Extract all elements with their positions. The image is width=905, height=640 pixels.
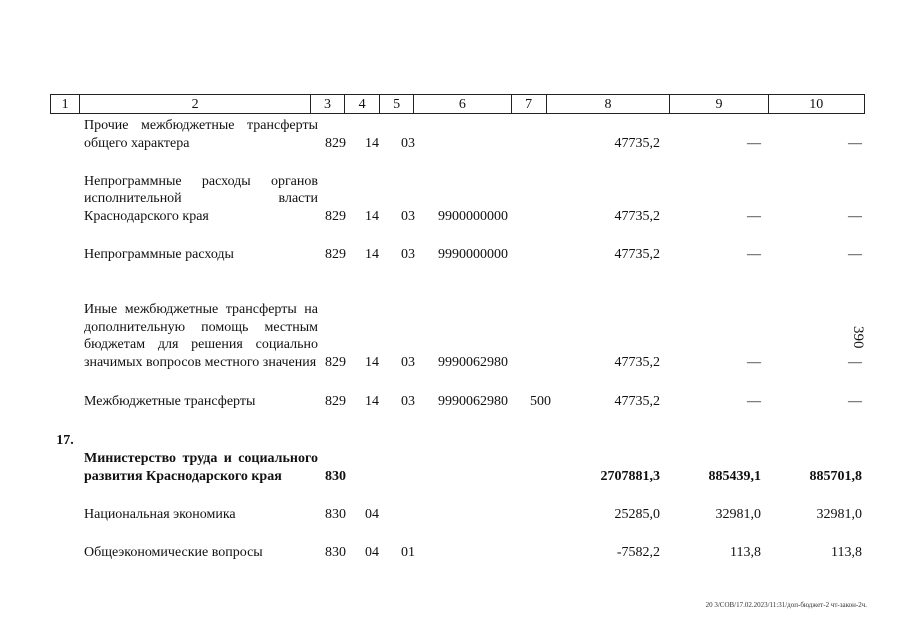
header-col-8: 8 <box>547 95 671 113</box>
row-number: 17. <box>56 433 74 448</box>
row-col-4: 14 <box>365 354 379 370</box>
table-row <box>50 116 865 152</box>
header-col-7: 7 <box>512 95 547 113</box>
row-col-10: 885701,8 <box>809 468 862 484</box>
row-col-4: 04 <box>365 544 379 560</box>
row-name: Прочие межбюджетные трансферты общего характера <box>84 118 318 151</box>
row-col-10: — <box>848 354 862 370</box>
table-row <box>50 283 865 371</box>
row-col-9: 113,8 <box>730 544 761 560</box>
row-col-3: 829 <box>325 246 346 262</box>
header-col-6: 6 <box>414 95 511 113</box>
row-col-8: 47735,2 <box>614 246 660 262</box>
header-col-5: 5 <box>380 95 414 113</box>
row-col-6: 9900000000 <box>438 208 508 224</box>
document-footer: 20 3/СОВ/17.02.2023/11:31/доп-бюджет-2 чт-закон-2ч. <box>705 601 867 609</box>
row-col-8: 47735,2 <box>614 135 660 151</box>
header-col-2: 2 <box>80 95 311 113</box>
header-col-10: 10 <box>809 97 824 112</box>
row-col-4: 14 <box>365 246 379 262</box>
header-col-1: 1 <box>51 95 80 113</box>
row-col-10: 113,8 <box>831 544 862 560</box>
row-col-6: 9990000000 <box>438 246 508 262</box>
row-col-4: 14 <box>365 208 379 224</box>
row-col-3: 829 <box>325 354 346 370</box>
row-name: Общеэкономические вопросы <box>84 544 263 560</box>
row-col-4: 14 <box>365 393 379 409</box>
row-col-10: — <box>848 246 862 262</box>
row-col-8: -7582,2 <box>616 544 660 560</box>
table-row <box>50 172 865 225</box>
row-col-10: 32981,0 <box>816 506 862 522</box>
row-col-10: — <box>848 135 862 151</box>
row-col-10: — <box>848 208 862 224</box>
row-name: Иные межбюджетные трансферты на дополнительную помощь местным бюджетам для решения социально значимых вопросов местного значения <box>84 302 318 370</box>
row-col-5: 01 <box>401 544 415 560</box>
row-col-4: 04 <box>365 506 379 522</box>
row-col-3: 829 <box>325 393 346 409</box>
row-col-3: 829 <box>325 208 346 224</box>
row-col-8: 25285,0 <box>614 506 660 522</box>
page-number: 390 <box>850 326 866 349</box>
row-col-5: 03 <box>401 246 415 262</box>
row-col-3: 830 <box>325 468 346 484</box>
row-col-9: — <box>747 246 761 262</box>
row-col-9: — <box>747 393 761 409</box>
row-col-8: 47735,2 <box>614 354 660 370</box>
row-col-3: 830 <box>325 506 346 522</box>
row-col-5: 03 <box>401 354 415 370</box>
header-col-4: 4 <box>345 95 380 113</box>
row-name: Национальная экономика <box>84 506 236 522</box>
row-col-6: 9990062980 <box>438 354 508 370</box>
row-col-10: — <box>848 393 862 409</box>
row-col-7: 500 <box>530 393 551 409</box>
row-col-3: 830 <box>325 544 346 560</box>
row-col-8: 47735,2 <box>614 208 660 224</box>
row-col-5: 03 <box>401 135 415 151</box>
row-col-5: 03 <box>401 208 415 224</box>
row-col-3: 829 <box>325 135 346 151</box>
row-name: Непрограммные расходы органов исполнительной власти Краснодарского края <box>84 173 318 224</box>
row-col-9: 885439,1 <box>708 468 761 484</box>
row-col-9: — <box>747 135 761 151</box>
row-col-5: 03 <box>401 393 415 409</box>
row-col-4: 14 <box>365 135 379 151</box>
row-col-9: — <box>747 354 761 370</box>
table-row <box>50 543 865 561</box>
table-row <box>50 245 865 263</box>
header-col-3: 3 <box>311 95 345 113</box>
table-row <box>50 505 865 523</box>
row-name: Непрограммные расходы <box>84 246 234 262</box>
table-header <box>50 94 865 114</box>
row-col-9: — <box>747 208 761 224</box>
row-name: Межбюджетные трансферты <box>84 393 256 409</box>
row-col-8: 47735,2 <box>614 393 660 409</box>
row-name: Министерство труда и социального развития Краснодарского края <box>84 451 318 484</box>
header-col-9: 9 <box>670 95 768 113</box>
row-col-9: 32981,0 <box>715 506 761 522</box>
table-row <box>50 432 865 485</box>
table-row <box>50 392 865 410</box>
row-col-8: 2707881,3 <box>600 468 660 484</box>
row-col-6: 9990062980 <box>438 393 508 409</box>
